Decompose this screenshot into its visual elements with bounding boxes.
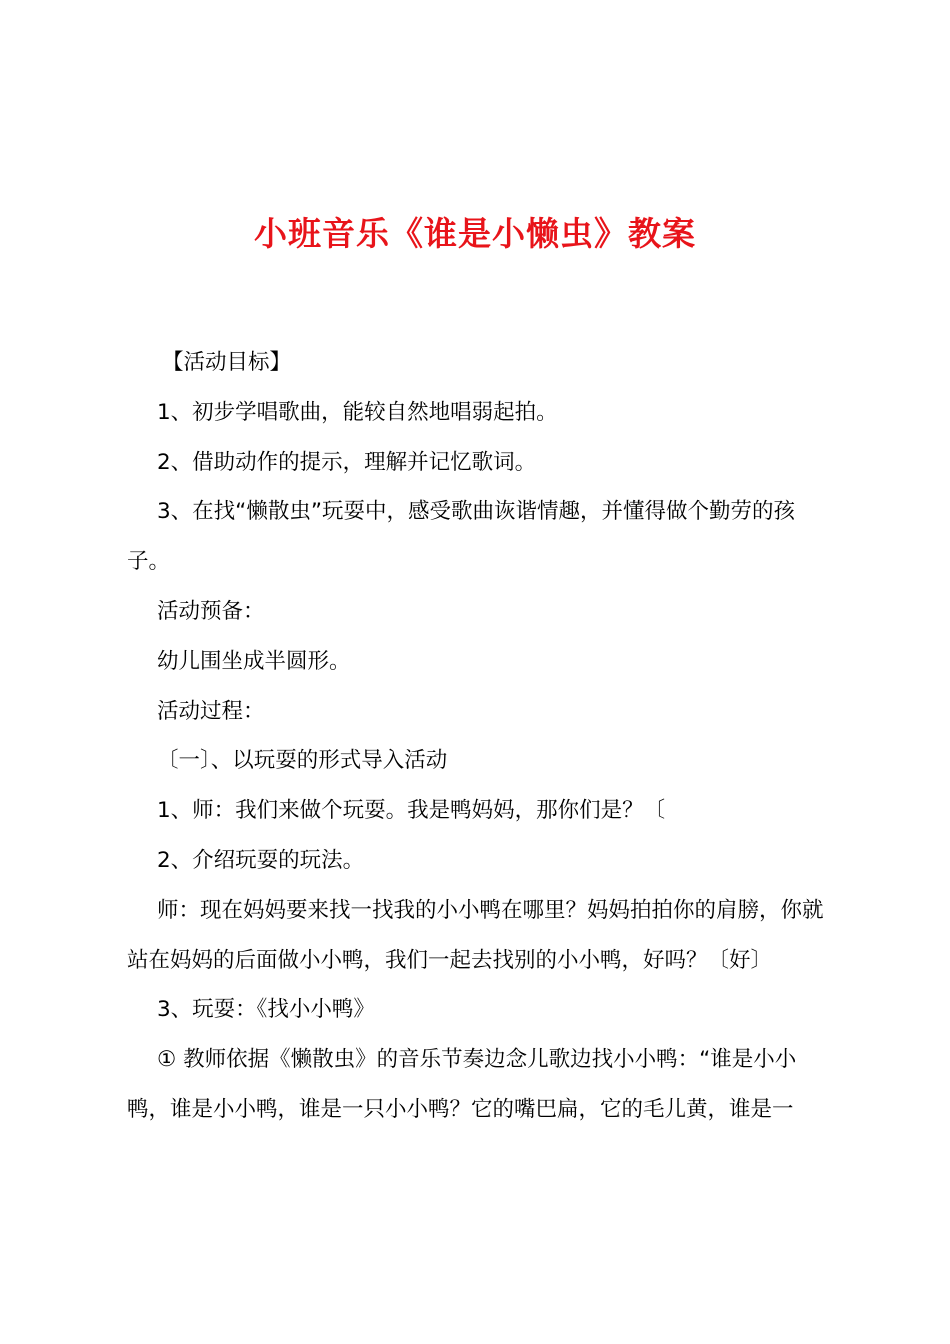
paragraph-goal-1: 1、初步学唱歌曲，能较自然地唱弱起拍。 xyxy=(157,399,558,425)
paragraph-process-step-1: 〔一〕、以玩耍的形式导入活动 xyxy=(157,748,448,774)
paragraph-game-title: 3、玩耍：《找小小鸭》 xyxy=(157,997,375,1023)
paragraph-teacher-intro: 1、师：我们来做个玩耍。我是鸭妈妈，那你们是？〔 xyxy=(157,798,666,824)
paragraph-goal-3: 3、在找“懒散虫”玩耍中，感受歌曲诙谐情趣，并懂得做个勤劳的孩子。 xyxy=(127,499,795,575)
paragraph-game-rules: 2、介绍玩耍的玩法。 xyxy=(157,847,365,873)
paragraph-game-procedure: ① 教师依据《懒散虫》的音乐节奏边念儿歌边找小小鸭：“谁是小小鸭，谁是小小鸭，谁是一只小小鸭？它的嘴巴扁，它的毛儿黄，谁是一 xyxy=(127,1047,797,1122)
section-heading-process: 活动过程： xyxy=(157,698,265,724)
section-heading-preparation: 活动预备： xyxy=(157,598,265,624)
document-body xyxy=(127,338,833,1135)
paragraph-teacher-instructions: 师：现在妈妈要来找一找我的小小鸭在哪里？妈妈拍拍你的肩膀，你就站在妈妈的后面做小小鸭，我们一起去找别的小小鸭，好吗？〔好〕 xyxy=(127,897,824,973)
document-title: 小班音乐《谁是小懒虫》教案 xyxy=(254,214,696,253)
paragraph-preparation: 幼儿围坐成半圆形。 xyxy=(157,648,351,674)
section-heading-activity-goals: 【活动目标】 xyxy=(162,350,292,375)
paragraph-goal-2: 2、借助动作的提示，理解并记忆歌词。 xyxy=(157,449,537,475)
